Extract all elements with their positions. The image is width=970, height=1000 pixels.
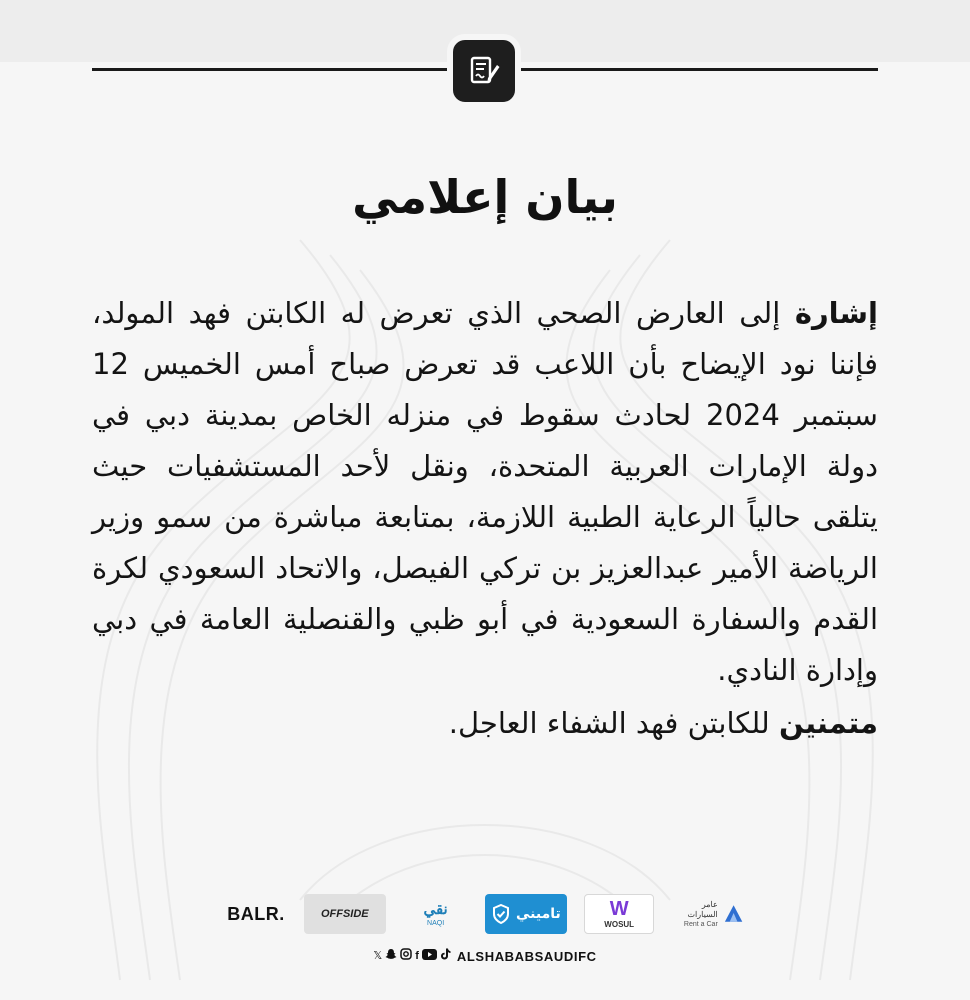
youtube-icon[interactable] xyxy=(422,949,437,964)
sponsor-naqi-logo xyxy=(403,894,469,934)
statement-lead-word: إشارة xyxy=(794,296,878,330)
sponsor-wosul-logo xyxy=(584,894,654,934)
document-pen-icon xyxy=(467,54,501,88)
sponsor-rent-a-car-logo xyxy=(671,894,745,934)
sponsor-rent-arabic: عامر السيارات xyxy=(687,899,718,919)
page-title: بيان إعلامي xyxy=(352,170,618,224)
sponsor-tamini-text: تاميني xyxy=(516,906,561,922)
statement-paragraph xyxy=(92,288,878,696)
header-badge xyxy=(447,34,521,108)
facebook-icon[interactable]: f xyxy=(415,950,419,962)
sponsor-offside-text: OFFSIDE xyxy=(320,908,369,920)
sponsor-wosul-mark: W xyxy=(609,898,629,920)
sponsor-rent-latin: Rent a Car xyxy=(683,920,718,928)
tiktok-icon[interactable] xyxy=(440,948,451,964)
sponsor-wosul-text: WOSUL xyxy=(604,920,635,929)
sponsor-naqi-latin: NAQI xyxy=(427,919,445,927)
social-footer xyxy=(0,948,970,964)
sponsor-logos xyxy=(225,892,745,936)
sponsor-offside-logo xyxy=(304,894,386,934)
snapchat-icon[interactable] xyxy=(385,948,397,964)
sponsor-naqi-arabic: نقي xyxy=(423,900,448,918)
statement-body: إلى العارض الصحي الذي تعرض له الكابتن فهد المولد، فإننا نود الإيضاح بأن اللاعب قد تعرض صباح أمس الخميس 12 سبتمبر 2024 لحادث سقوط في منزله الخاص بمدينة دبي في دولة الإمارات العربية المتحدة، ونقل لأحد المستشفيات حيث يتلقى حالياً الرعاية الطبية اللازمة، بمتابعة مباشرة من سمو وزير الرياضة الأمير عبدالعزيز بن تركي الفيصل، والاتحاد السعودي لكرة القدم والسفارة السعودية في أبو ظبي والقنصلية العامة في دبي وإدارة النادي. xyxy=(92,296,878,687)
sponsor-balr-logo: BALR. xyxy=(227,903,285,924)
instagram-icon[interactable] xyxy=(400,948,412,964)
shield-check-icon xyxy=(492,904,510,924)
sponsor-tamini-logo xyxy=(485,894,567,934)
x-icon[interactable]: 𝕏 xyxy=(373,949,383,962)
social-handle: ALSHABABSAUDIFC xyxy=(456,948,597,964)
car-brand-icon xyxy=(722,902,745,926)
closing-body: للكابتن فهد الشفاء العاجل. xyxy=(448,706,770,740)
closing-paragraph xyxy=(92,698,878,749)
closing-lead-word: متمنين xyxy=(778,706,878,740)
